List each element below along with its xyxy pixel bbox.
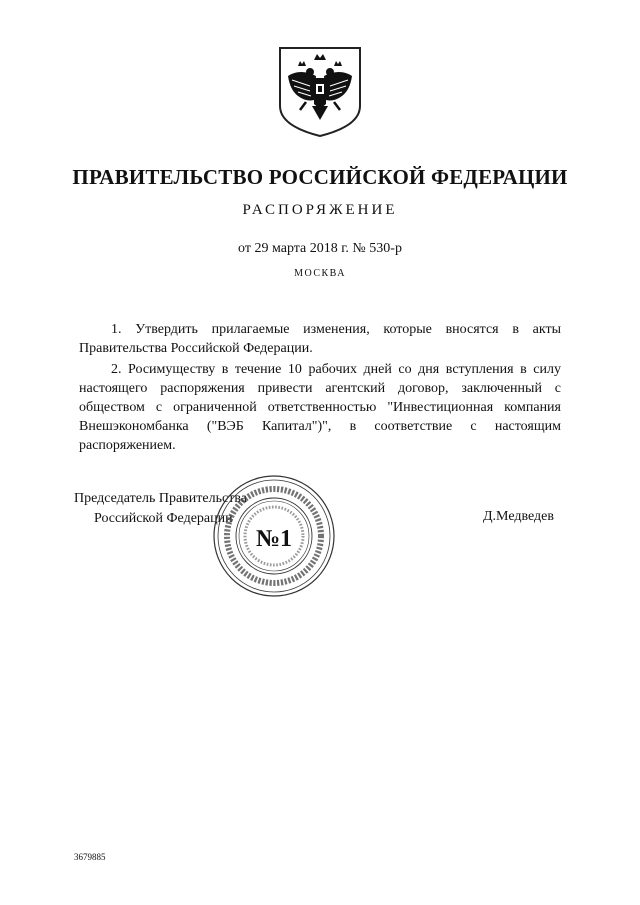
signatory-position-line1: Председатель Правительства bbox=[74, 491, 247, 506]
document-code: 3679885 bbox=[74, 852, 106, 862]
paragraph-1: 1. Утвердить прилагаемые изменения, которые вносятся в акты Правительства Российской Федерации. bbox=[79, 322, 561, 356]
document-date-number: от 29 марта 2018 г. № 530-р bbox=[238, 241, 402, 256]
document-city: МОСКВА bbox=[294, 268, 346, 279]
document-body bbox=[79, 320, 561, 457]
official-stamp bbox=[212, 474, 336, 598]
signatory-name: Д.Медведев bbox=[483, 509, 554, 524]
signatory-position-line2: Российской Федерации bbox=[94, 511, 233, 526]
coat-of-arms-emblem bbox=[276, 46, 364, 138]
stamp-number: №1 bbox=[255, 526, 293, 552]
organization-title: ПРАВИТЕЛЬСТВО РОССИЙСКОЙ ФЕДЕРАЦИИ bbox=[72, 165, 568, 189]
paragraph-2: 2. Росимуществу в течение 10 рабочих дней со дня вступления в силу настоящего распоряжения привести агентский договор, заключенный с обществом с ограниченной ответственностью "Инвестиционная компания Внешэкономбанка ("ВЭБ Капитал")", в соответствие с настоящим распоряжением. bbox=[79, 362, 561, 453]
document-type: РАСПОРЯЖЕНИЕ bbox=[242, 202, 398, 218]
